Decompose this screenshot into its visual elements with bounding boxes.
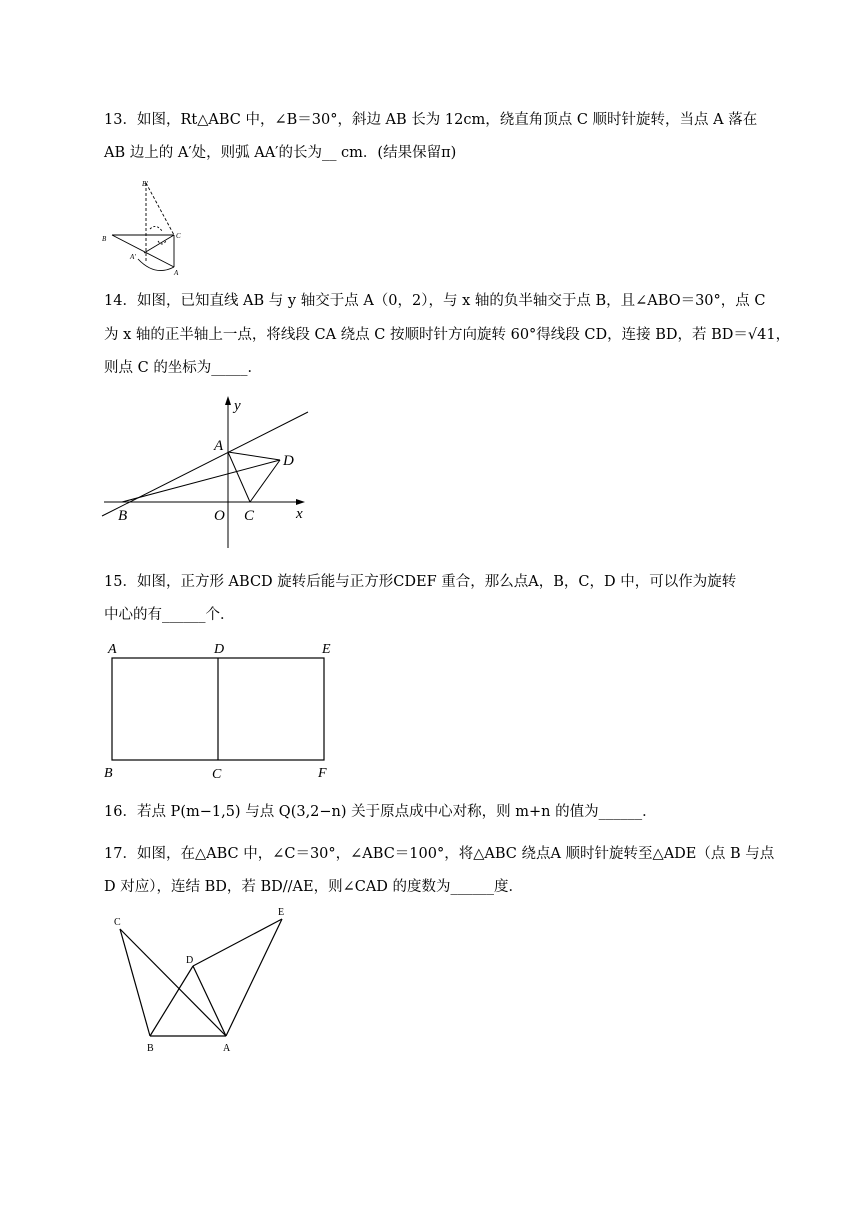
q15-label-e: E	[322, 642, 331, 657]
q15-line1: 15．如图，正方形 ABCD 旋转后能与正方形CDEF 重合，那么点A，B，C，D 中，可以作为旋转	[104, 574, 737, 590]
q15-label-d: D	[214, 642, 225, 657]
q15-label-c: C	[212, 767, 222, 782]
x-axis-arrow-icon	[296, 499, 305, 505]
q13-label-bprime: B′	[142, 180, 148, 188]
q14-label-x: x	[296, 506, 303, 522]
q15-label-f: F	[318, 766, 327, 781]
q14-line2: 为 x 轴的正半轴上一点，将线段 CA 绕点 C 按顺时针方向旋转 60°得线段 CD，连接 BD，若 BD＝√41，	[104, 327, 791, 343]
q17-label-e: E	[278, 907, 285, 918]
q13-line2: AB 边上的 A′处，则弧 AA′的长为__ cm．(结果保留π)	[104, 145, 457, 161]
q13-line1: 13．如图，Rt△ABC 中，∠B＝30°，斜边 AB 长为 12cm，绕直角顶点 C 顺时针旋转，当点 A 落在	[104, 112, 758, 128]
q17-label-b: B	[147, 1043, 154, 1054]
q17-label-d: D	[186, 955, 194, 966]
q14-figure	[100, 392, 315, 552]
q14-label-d: D	[283, 453, 294, 469]
q14-line3: 则点 C 的坐标为_____．	[104, 360, 263, 376]
q15-figure	[100, 638, 345, 783]
q14-label-y: y	[234, 398, 241, 414]
q13-label-c: C	[176, 232, 181, 240]
q14-label-b: B	[118, 508, 128, 524]
q15-label-b: B	[104, 766, 113, 781]
q13-label-a: A	[174, 269, 179, 277]
q15-line2: 中心的有______个．	[104, 607, 235, 623]
q17-line1: 17．如图，在△ABC 中，∠C＝30°，∠ABC＝100°，将△ABC 绕点A 顺时针旋转至△ADE（点 B 与点	[104, 846, 775, 862]
q17-label-c: C	[114, 917, 121, 928]
q14-label-c: C	[244, 508, 255, 524]
q13-figure	[100, 175, 195, 280]
q13-label-b: B	[102, 235, 107, 243]
q17-label-a: A	[223, 1043, 231, 1054]
q14-label-a: A	[214, 438, 224, 454]
q17-line2: D 对应），连结 BD，若 BD//AE，则∠CAD 的度数为______度．	[104, 879, 524, 895]
q14-label-o: O	[214, 508, 225, 524]
q14-line1: 14．如图，已知直线 AB 与 y 轴交于点 A（0，2），与 x 轴的负半轴交于点 B，且∠ABO＝30°，点 C	[104, 293, 766, 309]
q15-label-a: A	[108, 642, 117, 657]
q17-figure	[100, 905, 300, 1060]
q16-line1: 16．若点 P(m−1,5) 与点 Q(3,2−n) 关于原点成中心对称，则 m+n 的值为______．	[104, 804, 657, 820]
q13-label-aprime: A′	[130, 253, 136, 261]
y-axis-arrow-icon	[225, 396, 231, 405]
